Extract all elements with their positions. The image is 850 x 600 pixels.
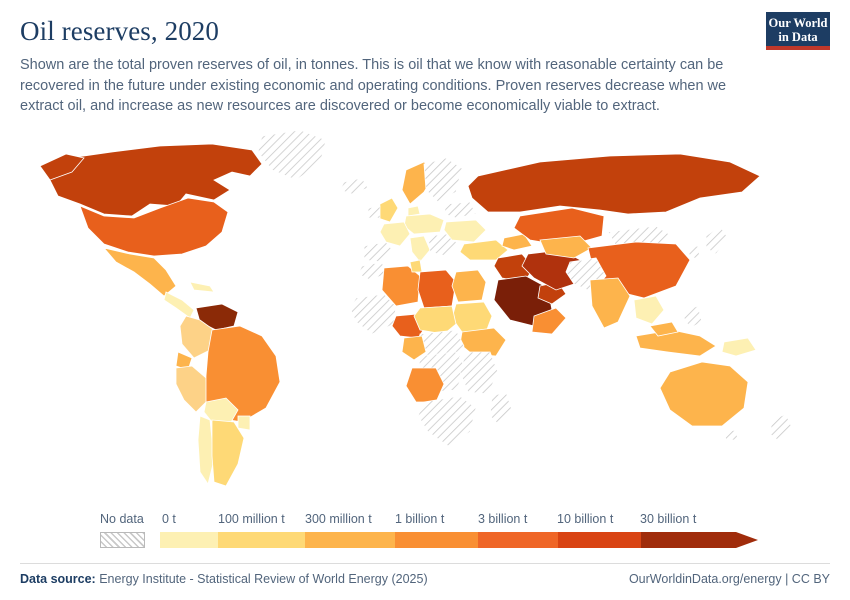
country-morocco[interactable] bbox=[358, 262, 386, 280]
footer-source bbox=[20, 572, 428, 586]
country-egypt[interactable] bbox=[452, 270, 486, 302]
legend-swatch-3[interactable] bbox=[395, 532, 478, 548]
country-central-america[interactable] bbox=[164, 292, 194, 318]
country-russia[interactable] bbox=[468, 154, 760, 214]
country-united-kingdom[interactable] bbox=[378, 198, 398, 222]
footer-separator: | bbox=[785, 572, 789, 586]
country-west-africa[interactable] bbox=[350, 294, 396, 334]
owid-logo bbox=[766, 12, 830, 50]
country-iceland[interactable] bbox=[340, 178, 368, 194]
country-libya[interactable] bbox=[418, 270, 456, 308]
legend-arrow-tip bbox=[736, 532, 758, 548]
legend-tick-1: 100 million t bbox=[218, 512, 285, 526]
country-argentina[interactable] bbox=[212, 420, 244, 486]
country-japan[interactable] bbox=[706, 226, 728, 254]
legend-tick-5: 10 billion t bbox=[557, 512, 614, 526]
country-angola[interactable] bbox=[406, 368, 444, 402]
country-philippines[interactable] bbox=[684, 306, 702, 328]
country-turkey[interactable] bbox=[460, 240, 508, 260]
footer bbox=[20, 563, 830, 586]
country-southeast-asia[interactable] bbox=[634, 296, 664, 324]
country-korea[interactable] bbox=[688, 246, 700, 258]
footer-source-label: Data source: bbox=[20, 572, 96, 586]
country-tasmania[interactable] bbox=[724, 430, 738, 440]
country-new-zealand[interactable] bbox=[770, 414, 792, 442]
country-spain-portugal[interactable] bbox=[364, 242, 394, 262]
footer-links bbox=[629, 572, 830, 586]
legend-swatch-6[interactable] bbox=[641, 532, 736, 548]
country-east-africa[interactable] bbox=[460, 352, 498, 394]
footer-site-link[interactable]: OurWorldinData.org/energy bbox=[628, 572, 782, 586]
country-greenland[interactable] bbox=[258, 130, 326, 180]
country-belarus-baltics[interactable] bbox=[444, 202, 476, 218]
legend-label-no-data: No data bbox=[100, 512, 144, 526]
world-map[interactable] bbox=[0, 120, 850, 500]
legend-swatch-0[interactable] bbox=[160, 532, 218, 548]
map-legend bbox=[100, 512, 760, 560]
legend-swatch-4[interactable] bbox=[478, 532, 558, 548]
country-chad-niger[interactable] bbox=[414, 306, 456, 334]
legend-no-data-swatch[interactable] bbox=[100, 532, 145, 548]
map-countries bbox=[40, 130, 792, 486]
world-map-svg[interactable] bbox=[0, 120, 850, 500]
country-uruguay-paraguay[interactable] bbox=[238, 416, 250, 430]
legend-swatch-2[interactable] bbox=[305, 532, 395, 548]
country-denmark[interactable] bbox=[408, 206, 420, 216]
footer-license-link[interactable]: CC BY bbox=[791, 572, 830, 586]
country-sudan[interactable] bbox=[452, 302, 492, 332]
legend-swatch-1[interactable] bbox=[218, 532, 305, 548]
legend-tick-3: 1 billion t bbox=[395, 512, 445, 526]
country-peru[interactable] bbox=[176, 366, 208, 412]
logo-line-2: in Data bbox=[778, 30, 818, 44]
legend-tick-2: 300 million t bbox=[305, 512, 372, 526]
footer-source-text: Energy Institute - Statistical Review of World Energy (2025) bbox=[99, 572, 428, 586]
page-subtitle: Shown are the total proven reserves of oil, in tonnes. This is oil that we know with reasonable certainty can be recovered in the future under existing economic and operating conditions. Proven reserves decrease when we extract oil, and increase as new resources are discovered or become economically viable to extract. bbox=[20, 57, 727, 115]
country-ireland[interactable] bbox=[368, 206, 380, 218]
legend-tick-4: 3 billion t bbox=[478, 512, 528, 526]
legend-swatch-5[interactable] bbox=[558, 532, 641, 548]
country-italy[interactable] bbox=[410, 236, 430, 262]
country-sweden-finland[interactable] bbox=[424, 158, 462, 202]
logo-line-1: Our World bbox=[768, 16, 828, 30]
country-tunisia[interactable] bbox=[410, 260, 422, 272]
legend-tick-6: 30 billion t bbox=[640, 512, 697, 526]
country-germany-poland[interactable] bbox=[404, 214, 444, 234]
country-papua-new-guinea[interactable] bbox=[722, 338, 756, 356]
country-southern-africa[interactable] bbox=[418, 396, 476, 446]
country-madagascar[interactable] bbox=[490, 392, 512, 426]
country-canada[interactable] bbox=[46, 144, 262, 216]
page-title: Oil reserves, 2020 bbox=[20, 16, 220, 46]
country-australia[interactable] bbox=[660, 362, 748, 426]
country-indonesia[interactable] bbox=[636, 330, 716, 356]
legend-labels bbox=[100, 512, 760, 528]
country-cuba[interactable] bbox=[190, 282, 214, 292]
legend-tick-0: 0 t bbox=[162, 512, 176, 526]
